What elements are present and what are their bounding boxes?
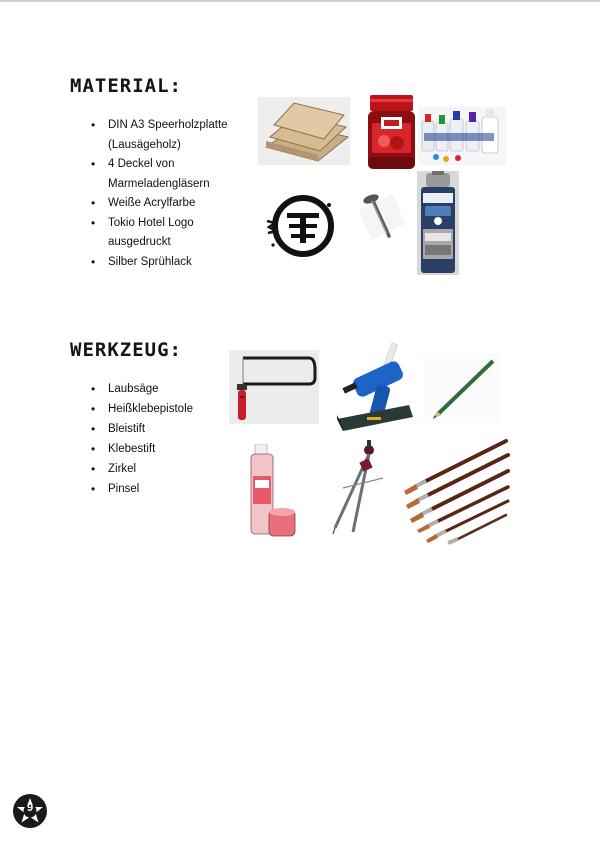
- compass-image: [323, 436, 393, 536]
- list-item: • Silber Sprühlack: [91, 253, 256, 273]
- list-item: • Heißklebepistole: [91, 399, 221, 419]
- list-item: • Pinsel: [91, 479, 221, 499]
- top-border: [0, 0, 600, 2]
- plywood-image: [258, 97, 350, 165]
- werkzeug-heading: WERKZEUG:: [70, 339, 182, 361]
- glue-stick-image: [243, 444, 301, 542]
- jam-jar-image: [364, 93, 419, 173]
- tokio-hotel-logo-image: [265, 193, 337, 259]
- list-item: • Weiße Acrylfarbe: [91, 194, 256, 214]
- paint-brushes-image: [402, 433, 512, 545]
- list-item: • Bleistift: [91, 419, 221, 439]
- list-item: • 4 Deckel von Marmeladengläsern: [91, 155, 256, 194]
- pencil-image: [423, 353, 501, 423]
- nail-image: [355, 190, 409, 242]
- list-item: • Zirkel: [91, 459, 221, 479]
- werkzeug-list: [91, 379, 221, 499]
- hot-glue-gun-image: [329, 341, 415, 433]
- silver-spray-can-image: [417, 171, 459, 275]
- material-list: [91, 116, 256, 272]
- list-item: • Laubsäge: [91, 379, 221, 399]
- list-item: • DIN A3 Speerholzplatte (Lausägeholz): [91, 116, 256, 155]
- list-item: • Klebestift: [91, 439, 221, 459]
- list-item: • Tokio Hotel Logo ausgedruckt: [91, 214, 256, 253]
- page-number: 9: [26, 802, 34, 814]
- material-heading: MATERIAL:: [70, 75, 182, 97]
- paint-bottles-image: [418, 107, 506, 165]
- coping-saw-image: [229, 350, 319, 424]
